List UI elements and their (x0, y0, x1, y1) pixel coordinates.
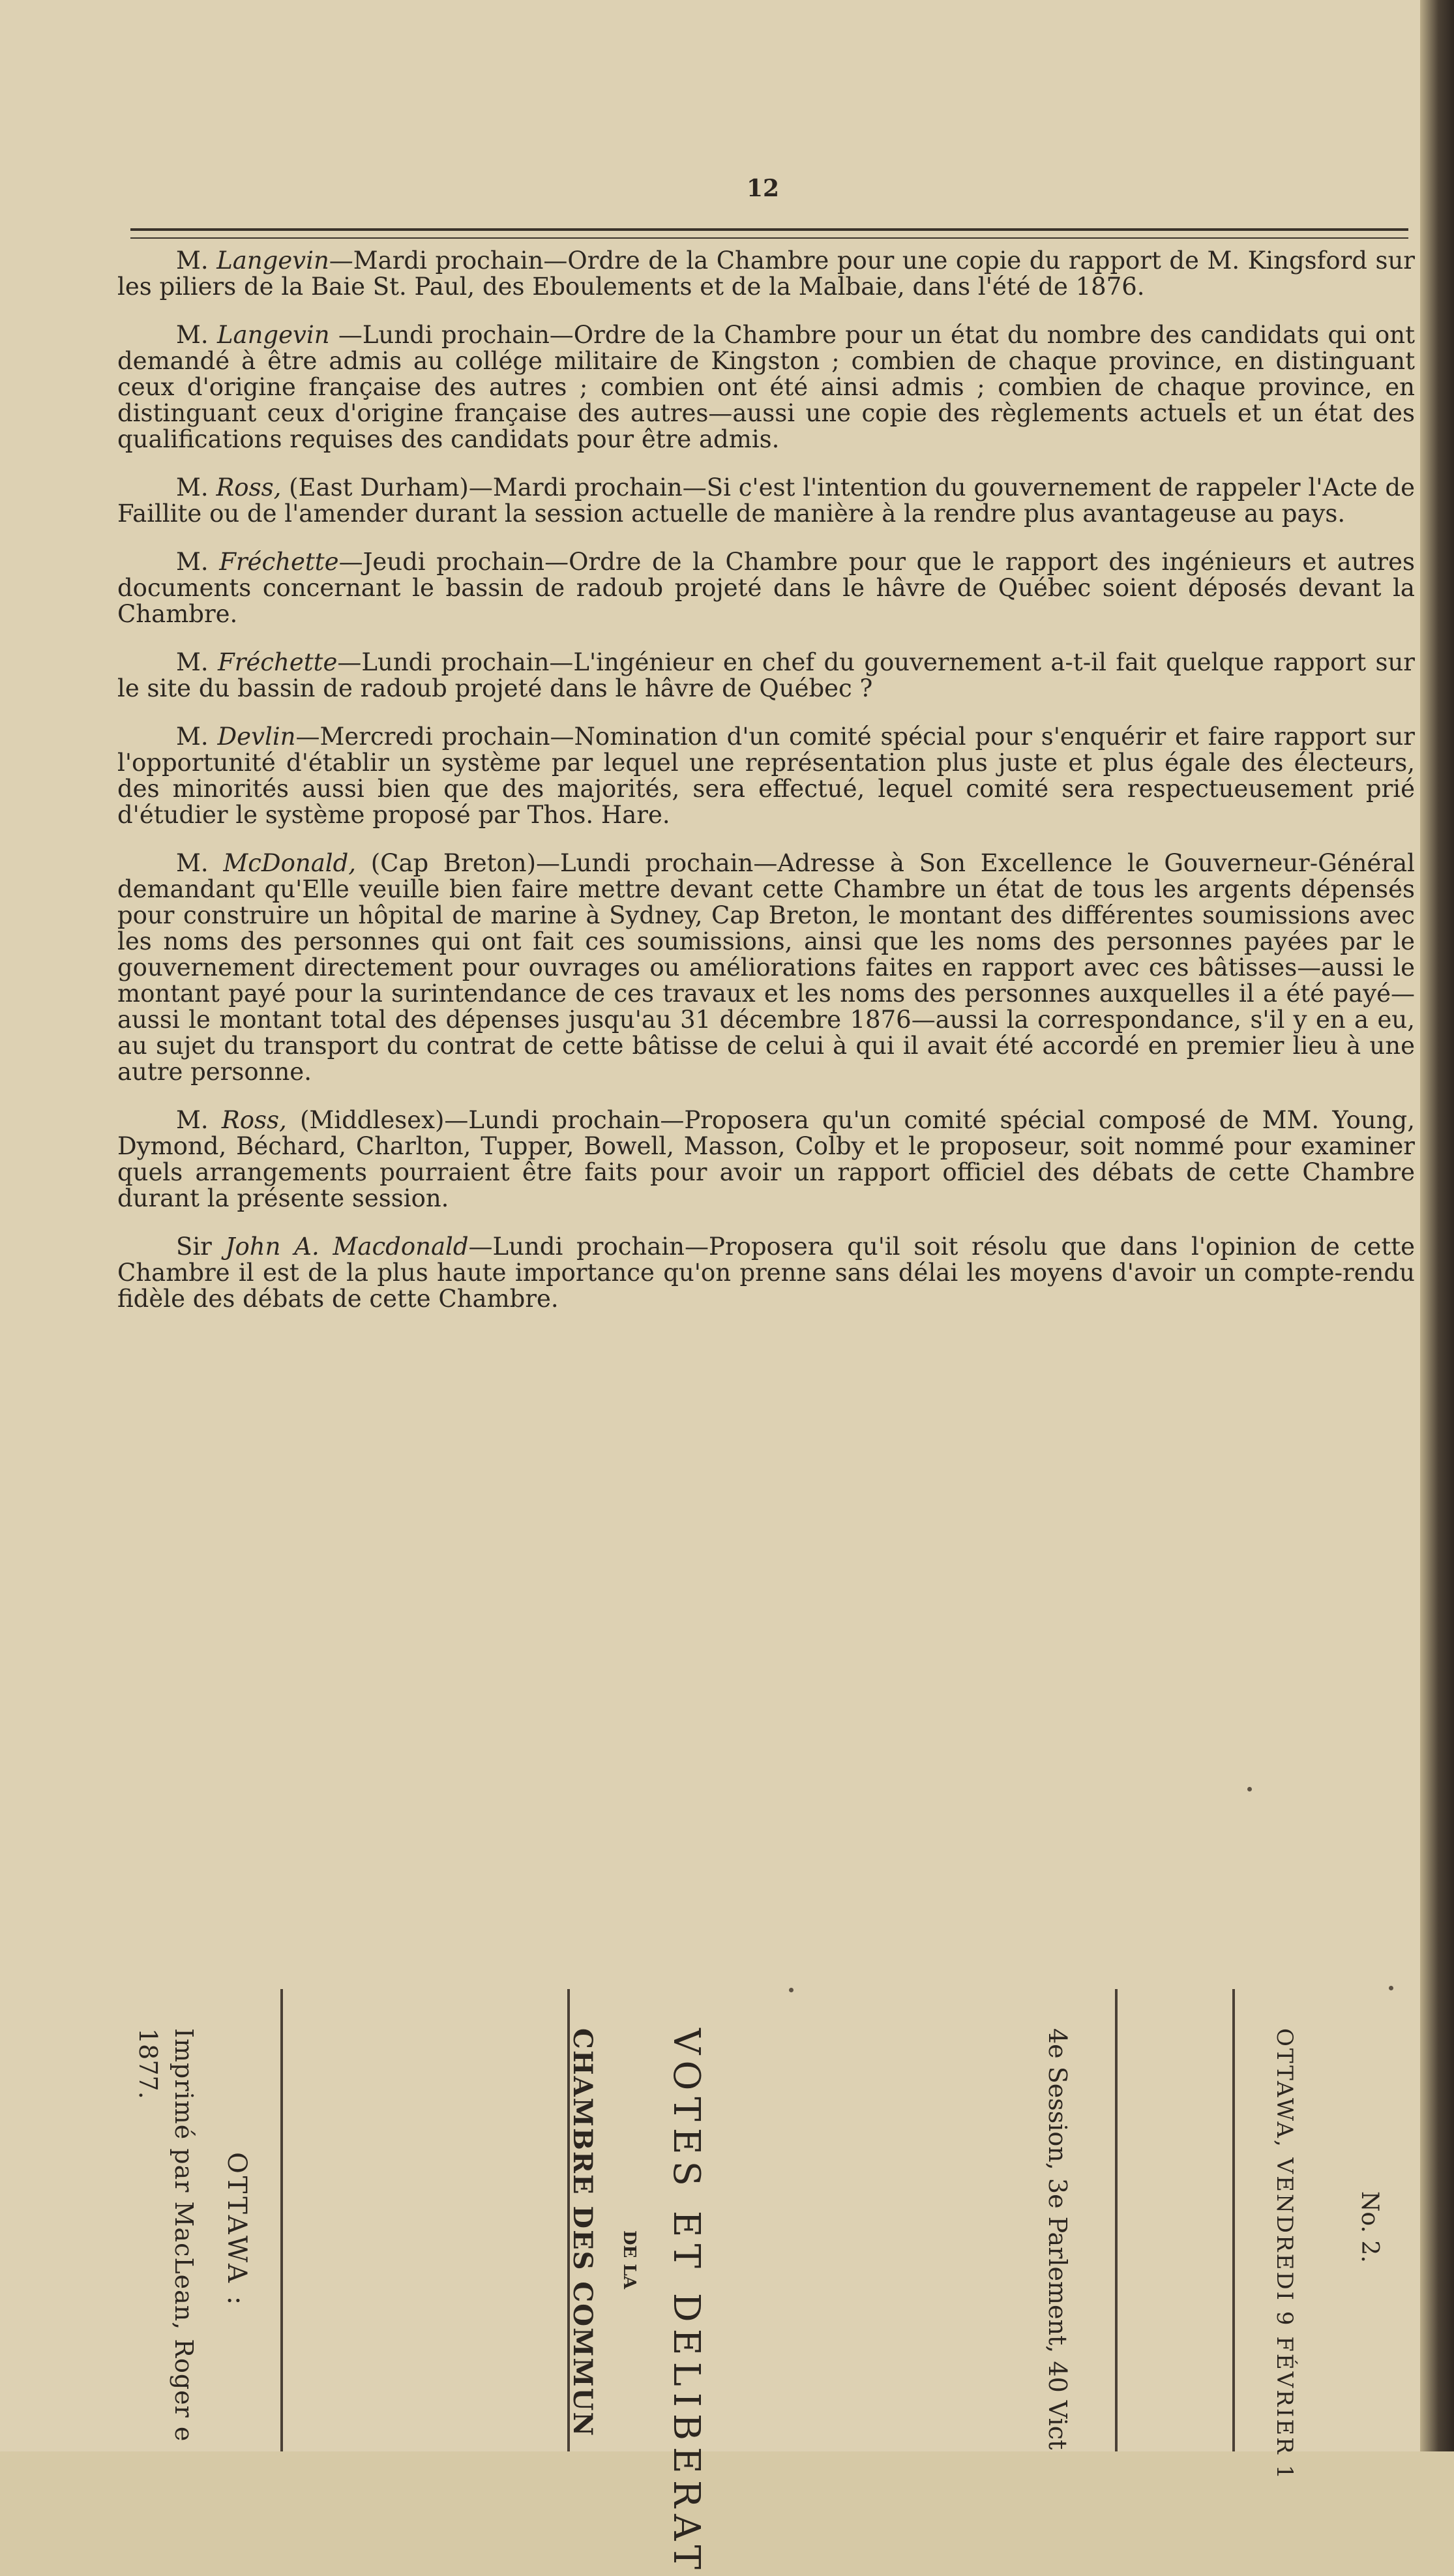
page-edge-shadow (1420, 0, 1454, 2451)
notice-paragraph (117, 322, 1415, 453)
notice-paragraph (117, 1234, 1415, 1312)
notice-paragraph (117, 850, 1415, 1085)
notice-paragraph (117, 650, 1415, 702)
notice-text: —Jeudi prochain—Ordre de la Chambre pour que le rapport des ingénieurs et autres documents concernant le bassin de radoub projeté dans le hâvre de Québec soient déposés devant la Chambre. (117, 548, 1415, 628)
notice-text: —Mardi prochain—Ordre de la Chambre pour une copie du rapport de M. Kingsford sur les piliers de la Baie St. Paul, des Eboulements et de la Malbaie, dans l'été de 1876. (117, 247, 1415, 301)
notice-text: —Mercredi prochain—Nomination d'un comité spécial pour s'enquérir et faire rapport sur l'opportunité d'établir un système par lequel une représentation plus juste et plus égale des électeurs, des minorités aussi bien que des majorités, sera effectué, lequel comité sera respectueusement prié d'étudier le système proposé par Thos. Hare. (117, 723, 1415, 829)
notice-paragraph (117, 475, 1415, 527)
docket-divider (280, 1989, 283, 2451)
member-title: M. (176, 849, 209, 877)
member-title: M. (176, 548, 209, 576)
speaker-name: John A. Macdonald (225, 1233, 469, 1261)
docket-divider (1232, 1989, 1235, 2451)
notice-text: (Cap Breton)—Lundi prochain—Adresse à Son Excellence le Gouverneur-Général demandant qu'Elle veuille bien faire mettre devant cette Chambre un état de tous les argents dépensés pour construire un hôpital de marine à Sydney, Cap Breton, le montant des différentes soumissions avec les noms des personnes qui ont fait ces soumissions, ainsi que les noms des personnes payées par le gouvernement directement pour ouvrages ou améliorations faites en rapport avec ces bâtisses—aussi le montant payé pour la surintendance de ces travaux et les noms des personnes auxquelles il a été payé—aussi le montant total des dépenses jusqu'au 31 décembre 1876—aussi la correspondance, s'il y en a eu, au sujet du transport du contrat de cette bâtisse de celui à qui il avait été accordé en premier lieu à une autre personne. (117, 849, 1415, 1086)
notice-paragraph (117, 549, 1415, 627)
member-title: M. (176, 321, 209, 349)
notice-text: —Lundi prochain—Ordre de la Chambre pour un état du nombre des candidats qui ont demandé à être admis au collége militaire de Kingston ; combien de chaque province, en distinguant ceux d'origine française des autres ; combien ont été ainsi admis ; combien de chaque province, en distinguant ceux d'origine française des autres—aussi une copie des règlements actuels et un état des qualifications requises des candidats pour être admis. (117, 321, 1415, 453)
notice-text: (East Durham)—Mardi prochain—Si c'est l'intention du gouvernement de rappeler l'Acte de Faillite ou de l'amender durant la session actuelle de manière à la rendre plus avantageuse au pays. (117, 473, 1415, 528)
speaker-name: Fréchette (218, 648, 338, 676)
header-rule-thin (130, 237, 1408, 239)
docket-date: OTTAWA, VENDREDI 9 FÉVRIER 1 (1271, 2028, 1298, 2481)
docket-chamber: CHAMBRE DES COMMUN (567, 2028, 598, 2438)
member-title: Sir (176, 1233, 212, 1261)
speaker-name: Langevin (216, 321, 330, 349)
speaker-name: Langevin (216, 247, 329, 275)
speaker-name: Devlin (217, 723, 296, 751)
paper-speck (1247, 1787, 1252, 1791)
speaker-name: McDonald, (223, 849, 357, 877)
notice-text: (Middlesex)—Lundi prochain—Proposera qu'un comité spécial composé de MM. Young, Dymond, Béchard, Charlton, Tupper, Bowell, Masson, Colby et le proposeur, soit nommé pour examiner quels arrangements pourraient être faits pour avoir un rapport officiel des débats de cette Chambre durant la présente session. (117, 1106, 1416, 1212)
notice-paragraph (117, 248, 1415, 300)
docket-de-la: DE LA (619, 2230, 639, 2289)
docket-back-title (117, 1983, 1421, 2576)
docket-session: 4e Session, 3e Parlement, 40 Vict (1043, 2028, 1072, 2450)
docket-printer: Imprimé par MacLean, Roger e (170, 2028, 198, 2442)
header-rule (130, 228, 1408, 231)
notice-text: —Lundi prochain—Proposera qu'il soit résolu que dans l'opinion de cette Chambre il est de la plus haute importance qu'on prenne sans délai les moyens d'avoir un compte-rendu fidèle des débats de cette Chambre. (117, 1233, 1415, 1313)
paper-speck (1389, 1986, 1393, 1990)
notice-paragraph (117, 1107, 1415, 1212)
member-title: M. (176, 648, 209, 676)
docket-divider (1115, 1989, 1118, 2451)
docket-number: No. 2. (1356, 2191, 1383, 2263)
member-title: M. (176, 723, 209, 751)
member-title: M. (176, 1106, 209, 1134)
notice-text: —Lundi prochain—L'ingénieur en chef du gouvernement a-t-il fait quelque rapport sur le site du bassin de radoub projeté dans le hâvre de Québec ? (117, 648, 1415, 702)
member-title: M. (176, 473, 209, 502)
notice-list (117, 248, 1415, 1334)
docket-title: VOTES ET DELIBERAT (665, 2028, 707, 2576)
speaker-name: Ross, (216, 473, 282, 502)
paper-speck (789, 1988, 794, 1992)
page-number: 12 (746, 175, 780, 202)
speaker-name: Ross, (221, 1106, 287, 1134)
member-title: M. (176, 247, 209, 275)
speaker-name: Fréchette (219, 548, 339, 576)
docket-city: OTTAWA : (222, 2152, 252, 2308)
docket-year: 1877. (134, 2028, 162, 2099)
notice-paragraph (117, 724, 1415, 828)
